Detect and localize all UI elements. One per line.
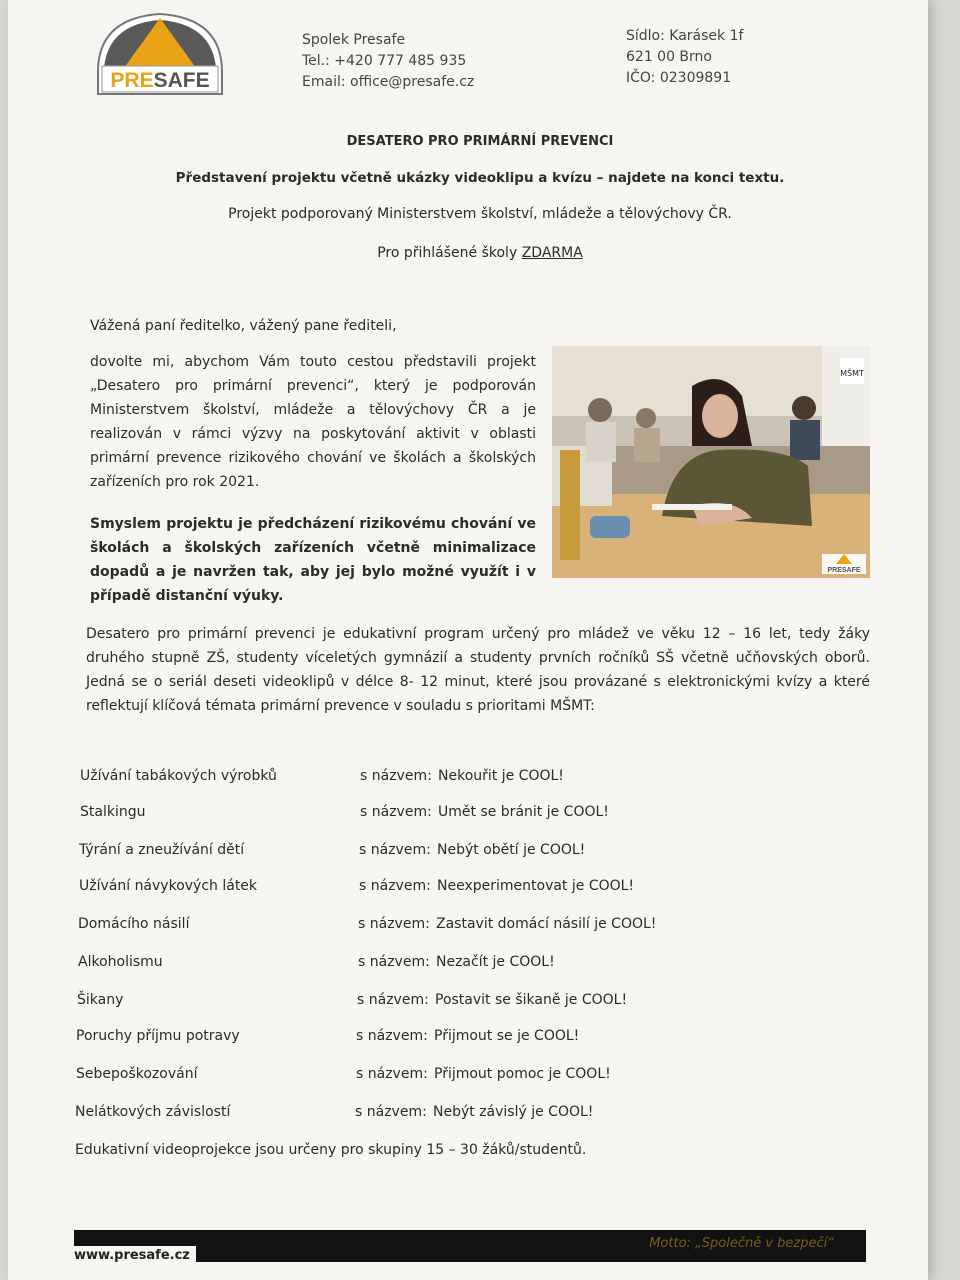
topic-name: Nebýt obětí je COOL! <box>437 842 586 858</box>
salutation: Vážená paní ředitelko, vážený pane řediteli, <box>90 318 397 334</box>
topic-name: Přijmout pomoc je COOL! <box>434 1066 611 1082</box>
classroom-photo <box>552 346 870 578</box>
topic-prefix: s názvem: <box>360 768 432 784</box>
document-title: DESATERO PRO PRIMÁRNÍ PREVENCI <box>346 134 614 149</box>
closing-note: Edukativní videoprojekce jsou určeny pro skupiny 15 – 30 žáků/studentů. <box>75 1142 587 1158</box>
free-note <box>0 245 960 261</box>
topic-name: Přijmout se je COOL! <box>434 1028 580 1044</box>
photo-msmt-badge: MŠMT <box>840 369 864 378</box>
topic-name: Umět se bránit je COOL! <box>438 804 609 820</box>
footer-website: www.presafe.cz <box>74 1246 196 1263</box>
free-prefix: Pro přihlášené školy <box>377 245 522 261</box>
document-subtitle: Představení projektu včetně ukázky videoklipu a kvízu – najdete na konci textu. <box>175 170 785 186</box>
address-line2: 621 00 Brno <box>626 49 712 65</box>
organization-contact <box>302 30 474 93</box>
topic-label: Užívání tabákových výrobků <box>80 768 277 784</box>
topic-prefix: s názvem: <box>359 842 431 858</box>
topic-label: Poruchy příjmu potravy <box>76 1028 240 1044</box>
free-word: ZDARMA <box>521 245 583 261</box>
topic-name: Nezačít je COOL! <box>436 954 555 970</box>
topic-label: Domácího násilí <box>78 916 190 932</box>
topic-label: Šikany <box>77 992 124 1008</box>
topic-label: Týrání a zneužívání dětí <box>79 842 245 858</box>
topic-label: Užívání návykových látek <box>79 878 258 894</box>
svg-text:PRESAFE: PRESAFE <box>110 69 210 92</box>
organization-address <box>626 26 743 89</box>
topic-name: Nebýt závislý je COOL! <box>433 1104 594 1120</box>
topic-prefix: s názvem: <box>359 878 431 894</box>
topic-prefix: s názvem: <box>360 804 432 820</box>
purpose-paragraph: Smyslem projektu je předcházení rizikovému chování ve školách a školských zařízeních včetně minimalizace dopadů a je navržen tak, aby jej bylo možné využít i v případě distanční výuky. <box>90 516 536 604</box>
org-ico: IČO: 02309891 <box>626 70 732 86</box>
topic-prefix: s názvem: <box>356 1066 428 1082</box>
footer-motto: Motto: „Společně v bezpečí“ <box>649 1236 834 1251</box>
org-phone: Tel.: +420 777 485 935 <box>302 53 467 69</box>
support-note: Projekt podporovaný Ministerstvem školství, mládeže a tělovýchovy ČR. <box>228 206 732 222</box>
program-paragraph: Desatero pro primární prevenci je edukativní program určený pro mládež ve věku 12 – 16 let, tedy žáky druhého stupně ZŠ, studenty víceletých gymnázií a studenty prvních ročníků SŠ včetně učňovských oborů. Jedná se o seriál deseti videoklipů v délce 8- 12 minut, které jsou provázané s elektronickými kvízy a které reflektují klíčová témata primární prevence v souladu s prioritami MŠMT: <box>86 626 870 714</box>
address-line1: Sídlo: Karásek 1f <box>626 28 744 44</box>
topic-label: Sebepoškozování <box>76 1066 198 1082</box>
presafe-logo <box>92 10 228 98</box>
topic-prefix: s názvem: <box>358 916 430 932</box>
org-name: Spolek Presafe <box>302 32 406 48</box>
topic-name: Zastavit domácí násilí je COOL! <box>436 916 657 932</box>
topic-label: Stalkingu <box>80 804 146 820</box>
intro-paragraph: dovolte mi, abychom Vám touto cestou představili projekt „Desatero pro primární prevenci“, který je podporován Ministerstvem školství, mládeže a tělovýchovy ČR a je realizován v rámci výzvy na poskytování aktivit v oblasti primární prevence rizikového chování ve školách a školských zařízeních pro rok 2021. <box>90 354 536 490</box>
topic-prefix: s názvem: <box>358 954 430 970</box>
topic-name: Nekouřit je COOL! <box>438 768 564 784</box>
topic-label: Nelátkových závislostí <box>75 1104 231 1120</box>
topic-prefix: s názvem: <box>357 992 429 1008</box>
topic-prefix: s názvem: <box>356 1028 428 1044</box>
topic-label: Alkoholismu <box>78 954 163 970</box>
org-email: Email: office@presafe.cz <box>302 74 475 90</box>
topic-name: Postavit se šikaně je COOL! <box>435 992 628 1008</box>
topic-prefix: s názvem: <box>355 1104 427 1120</box>
topic-name: Neexperimentovat je COOL! <box>437 878 635 894</box>
photo-logo-text: PRESAFE <box>827 567 861 574</box>
